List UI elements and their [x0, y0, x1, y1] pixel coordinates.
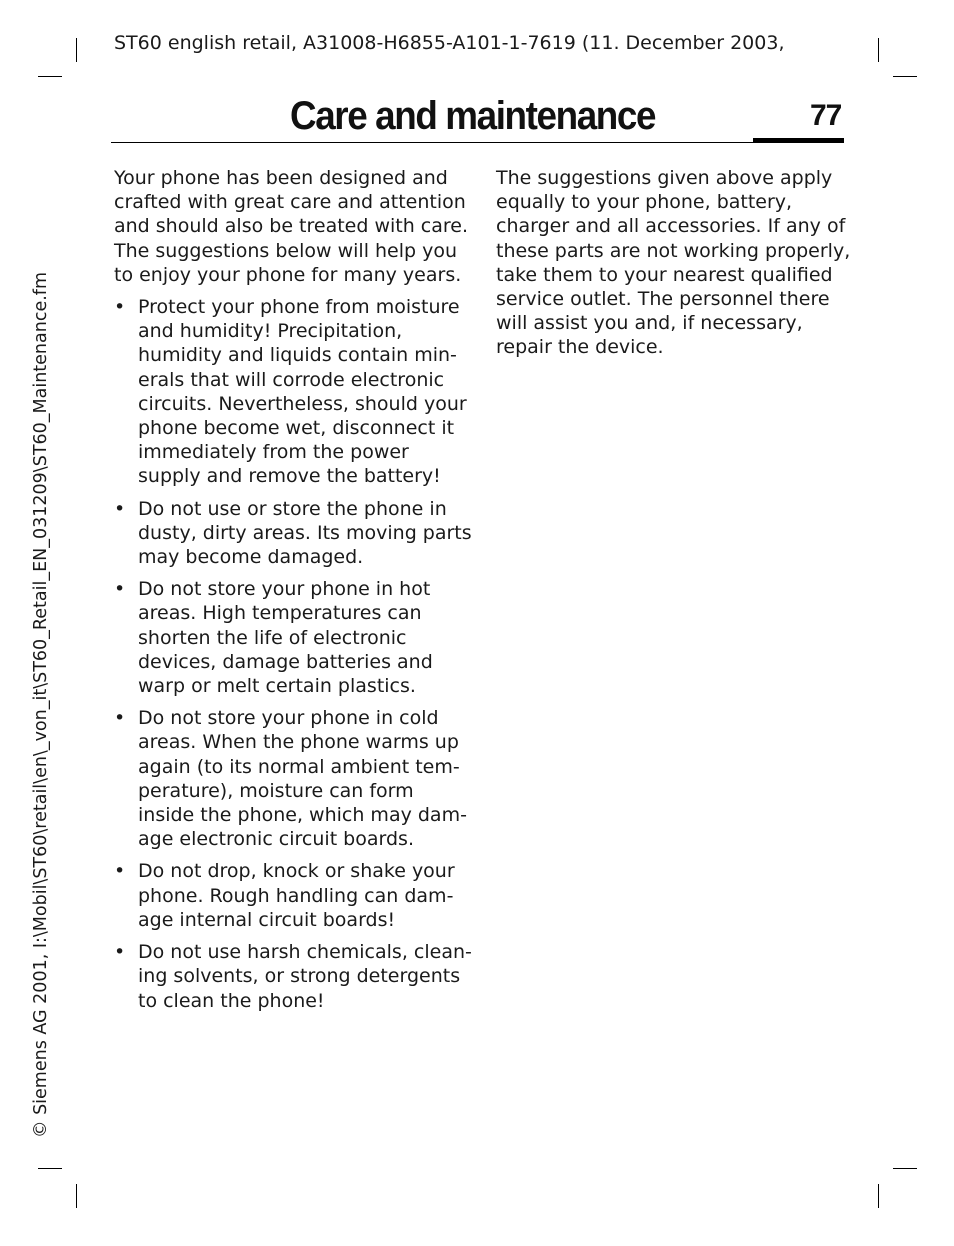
text-line: to enjoy your phone for many years. [114, 263, 462, 286]
title-rule [111, 142, 844, 143]
crop-mark-bottom-right-horizontal [893, 1168, 917, 1169]
crop-mark-top-left-vertical [76, 38, 77, 62]
text-line: Do not store your phone in cold [138, 707, 439, 730]
text-line: will assist you and, if necessary, [496, 312, 803, 335]
text-line: Do not use or store the phone in [138, 497, 447, 520]
text-line: areas. High temperatures can [138, 602, 422, 625]
crop-mark-top-left-horizontal [38, 76, 62, 77]
summary-paragraph [496, 166, 851, 360]
side-file-path: © Siemens AG 2001, I:\Mobil\ST60\retail\en\_von_it\ST60_Retail_EN_031209\ST60_Maintenance.fm [31, 272, 51, 1138]
text-line: ing solvents, or strong detergents [138, 965, 461, 988]
text-line: The suggestions given above apply [496, 167, 833, 189]
text-line: phone. Rough handling can dam- [138, 884, 454, 907]
crop-mark-top-right-vertical [878, 38, 879, 62]
right-column [496, 166, 851, 360]
crop-mark-bottom-left-vertical [76, 1184, 77, 1208]
list-item [114, 859, 466, 932]
crop-mark-bottom-left-horizontal [38, 1168, 62, 1169]
text-line: Protect your phone from moisture [138, 296, 460, 319]
text-line: immediately from the power [138, 441, 409, 464]
text-line: these parts are not working properly, [496, 239, 851, 262]
text-line: take them to your nearest qualified [496, 263, 833, 286]
text-line: and should also be treated with care. [114, 215, 469, 238]
text-line: age electronic circuit boards. [138, 828, 414, 851]
bullet-icon: • [114, 497, 126, 520]
text-line: shorten the life of electronic [138, 626, 407, 649]
text-line: dusty, dirty areas. Its moving parts [138, 521, 472, 544]
text-line: charger and all accessories. If any of [496, 215, 846, 238]
text-line: service outlet. The personnel there [496, 288, 830, 311]
crop-mark-top-right-horizontal [893, 76, 917, 77]
page-title: Care and maintenance [290, 94, 656, 138]
text-line: circuits. Nevertheless, should your [138, 392, 467, 415]
bullet-icon: • [114, 941, 126, 964]
text-line: inside the phone, which may dam- [138, 804, 467, 827]
list-item [114, 497, 472, 570]
text-line: humidity and liquids contain min- [138, 344, 457, 367]
bullet-icon: • [114, 578, 126, 601]
text-line: perature), moisture can form [138, 779, 414, 802]
list-item [114, 706, 466, 851]
care-tips-list [114, 295, 472, 1013]
text-line: warp or melt certain plastics. [138, 675, 416, 698]
text-line: Your phone has been designed and [114, 167, 448, 189]
page-number: 77 [810, 99, 842, 132]
bullet-icon: • [114, 296, 126, 319]
text-line: erals that will corrode electronic [138, 368, 445, 391]
text-line: may become damaged. [138, 546, 364, 569]
text-line: repair the device. [496, 336, 664, 359]
text-line: Do not store your phone in hot [138, 578, 431, 601]
text-line: supply and remove the battery! [138, 465, 441, 488]
text-line: Do not drop, knock or shake your [138, 860, 455, 883]
text-line: to clean the phone! [138, 989, 325, 1012]
left-column [114, 166, 472, 1021]
crop-mark-bottom-right-vertical [878, 1184, 879, 1208]
text-line: areas. When the phone warms up [138, 731, 459, 754]
bullet-icon: • [114, 707, 126, 730]
text-line: and humidity! Precipitation, [138, 320, 403, 343]
text-line: again (to its normal ambient tem- [138, 755, 460, 778]
intro-paragraph [114, 166, 469, 287]
text-line: The suggestions below will help you [114, 239, 458, 262]
list-item [114, 577, 466, 698]
list-item [114, 940, 472, 1013]
bullet-icon: • [114, 860, 126, 883]
text-line: phone become wet, disconnect it [138, 417, 455, 440]
text-line: crafted with great care and attention [114, 191, 466, 214]
text-line: equally to your phone, battery, [496, 191, 793, 214]
list-item [114, 295, 466, 489]
running-head: ST60 english retail, A31008-H6855-A101-1-7619 (11. December 2003, [114, 32, 785, 54]
text-line: Do not use harsh chemicals, clean- [138, 941, 472, 964]
text-line: age internal circuit boards! [138, 908, 396, 931]
page-number-rule [753, 138, 844, 143]
text-line: devices, damage batteries and [138, 650, 433, 673]
